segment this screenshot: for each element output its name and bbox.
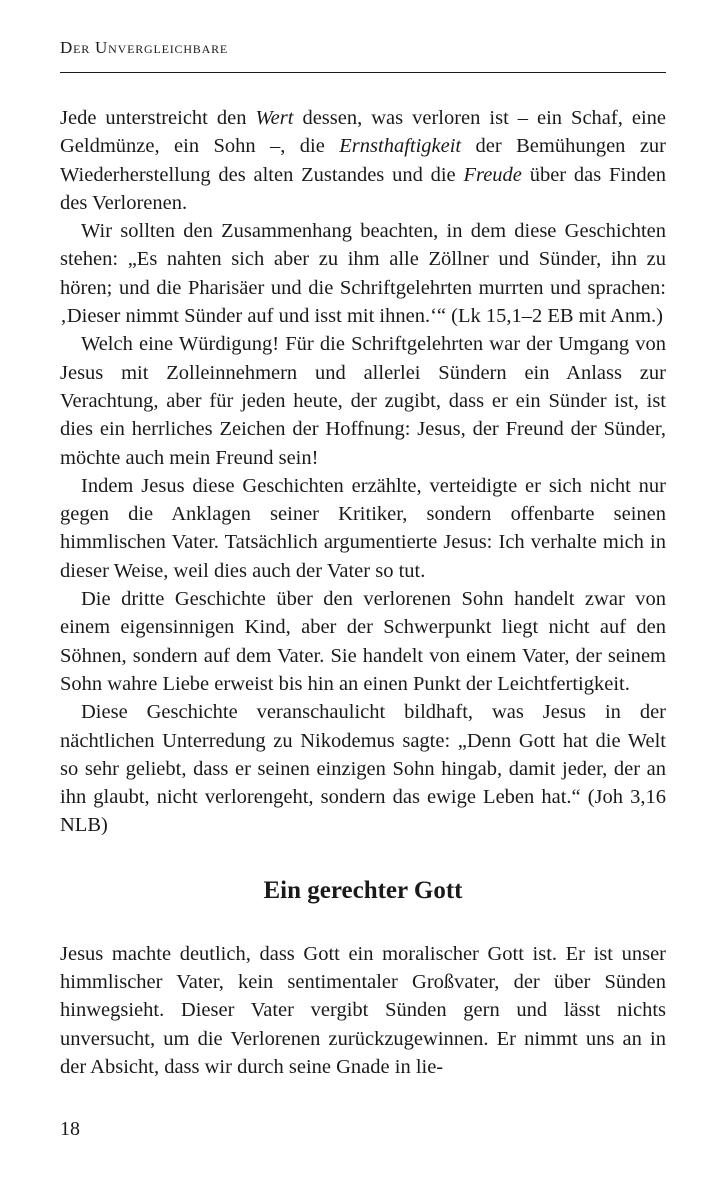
page-body (60, 104, 666, 1081)
paragraph-4: Indem Jesus diese Geschichten erzählte, verteidigte er sich nicht nur gegen die Anklagen seiner Kritiker, sondern offenbarte seinen himmlischen Vater. Tatsächlich argumentierte Jesus: Ich verhalte mich in dieser Weise, weil dies auch der Vater so tut. (60, 474, 666, 582)
paragraph-6: Diese Geschichte veranschaulicht bildhaft, was Jesus in der nächtlichen Unterredung zu Nikodemus sagte: „Denn Gott hat die Welt so sehr geliebt, dass er seinen einzigen Sohn hingab, damit jeder, der an ihn glaubt, nicht verlorengeht, sondern das ewige Leben hat.“ (Joh 3,16 NLB) (60, 701, 666, 837)
paragraph-1-text-a: Jede unterstreicht den (60, 107, 256, 129)
paragraph-7: Jesus machte deutlich, dass Gott ein moralischer Gott ist. Er ist unser himmlischer Vater, kein sentimentaler Großvater, der über Sünden hinwegsieht. Dieser Vater vergibt Sünden gern und lässt nichts unversucht, um die Verlorenen zurückzugewinnen. Er nimmt uns an in der Absicht, dass wir durch seine Gnade in lie- (60, 942, 666, 1078)
emphasis-freude: Freude (463, 163, 522, 186)
emphasis-ernsthaftigkeit: Ernsthaftigkeit (339, 135, 462, 158)
header-rule (60, 72, 666, 73)
paragraph-1-text-e: der Bemühungen zur Wiederherstellung des alten Zustandes und die (60, 135, 667, 186)
paragraph-1-text-c: dessen, was verloren ist – ein Schaf, eine Geldmünze, ein Sohn –, die (60, 107, 666, 158)
paragraph-3: Welch eine Würdigung! Für die Schriftgelehrten war der Umgang von Jesus mit Zolleinnehmern und allerlei Sündern ein Anlass zur Verachtung, aber für jeden heute, der zugibt, dass er ein Sünder ist, ist dies ein herrliches Zeichen der Hoffnung: Jesus, der Freund der Sünder, möchte auch mein Freund sein! (60, 333, 666, 469)
running-header: Der Unvergleichbare (60, 38, 228, 57)
page-number: 18 (60, 1118, 80, 1140)
paragraph-2: Wir sollten den Zusammenhang beachten, in dem diese Geschichten stehen: „Es nahten sich aber zu ihm alle Zöllner und Sünder, ihn zu hören; und die Pharisäer und die Schriftgelehrten murrten und sprachen: ‚Dieser nimmt Sünder auf und isst mit ihnen.‘“ (Lk 15,1–2 EB mit Anm.) (60, 220, 666, 328)
section-heading: Ein gerechter Gott (263, 876, 463, 904)
emphasis-wert: Wert (255, 107, 294, 129)
paragraph-5: Die dritte Geschichte über den verlorenen Sohn handelt zwar von einem eigensinnigen Kind, aber der Schwerpunkt liegt nicht auf den Söhnen, sondern auf dem Vater. Sie handelt von einem Vater, der seinem Sohn wahre Liebe erweist bis hin an einen Punkt der Leichtfertigkeit. (60, 588, 666, 695)
paragraph-1 (60, 104, 666, 217)
paragraph-1-text-g: über das Finden des Verlorenen. (60, 163, 666, 214)
